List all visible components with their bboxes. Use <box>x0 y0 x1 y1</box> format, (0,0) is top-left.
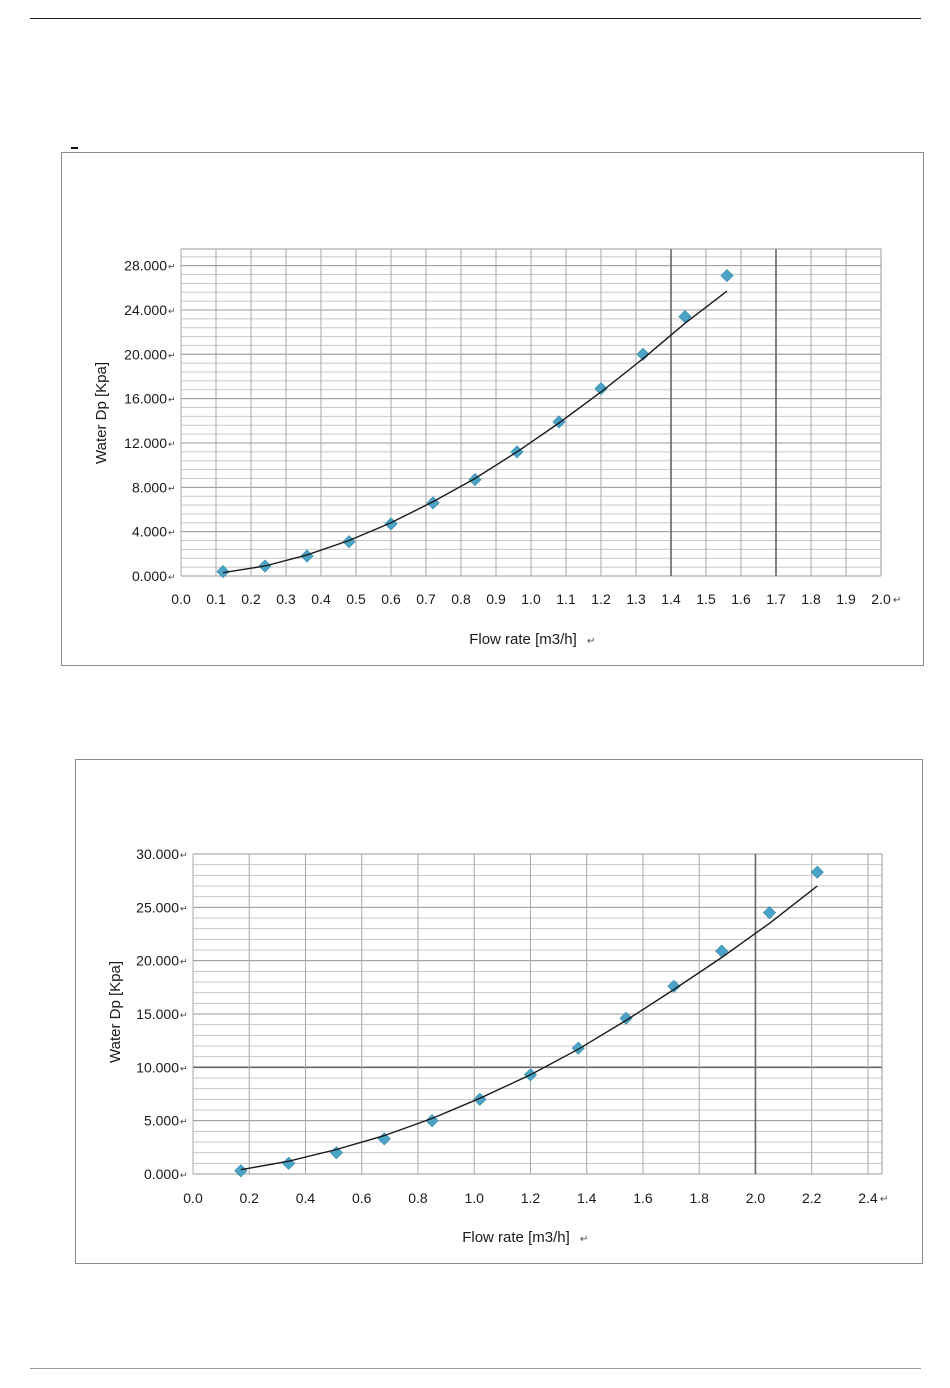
chart-2-data-point <box>764 907 776 919</box>
chart-2-x-tick-label: 1.2 <box>520 1190 541 1206</box>
chart-1-y-tick-mark: ↵ <box>168 305 176 316</box>
chart-1-x-tick-label: 2.0 <box>871 591 891 607</box>
chart-1-x-tick-label: 0.2 <box>241 591 261 607</box>
chart-1-x-tick-label: 1.9 <box>836 591 856 607</box>
chart-1-x-tick-label: 1.2 <box>591 591 611 607</box>
page-top-rule <box>30 18 921 19</box>
chart-1-y-tick-mark: ↵ <box>168 350 176 361</box>
chart-1-y-tick-label: 20.000 <box>124 346 167 363</box>
chart-1-x-axis-title: Flow rate [m3/h] <box>469 631 577 648</box>
chart-2-x-tick-label: 0.0 <box>183 1190 203 1206</box>
chart-1-y-tick-label: 28.000 <box>124 257 167 274</box>
chart-1-y-tick-label: 4.000 <box>131 523 167 540</box>
chart-2-y-tick-label: 30.000 <box>136 846 179 862</box>
chart-2-y-tick-mark: ↵ <box>180 903 188 914</box>
chart-1-x-tick-label: 1.0 <box>521 591 541 607</box>
chart-1-y-tick-mark: ↵ <box>168 394 176 405</box>
chart-1-fit-curve <box>223 291 727 573</box>
chart-2-x-tick-label: 1.6 <box>633 1190 653 1206</box>
chart-2-x-tick-label: 1.8 <box>689 1190 709 1206</box>
chart-2-x-axis-title-mark: ↵ <box>580 1234 589 1245</box>
chart-2-y-tick-mark: ↵ <box>180 1116 188 1127</box>
chart-1-x-tick-label: 1.1 <box>556 591 576 607</box>
chart-2-y-tick-label: 10.000 <box>136 1059 179 1076</box>
chart-2-x-tick-label: 0.2 <box>239 1190 259 1206</box>
chart-2-data-point <box>572 1042 584 1054</box>
chart-1-x-tick-label: 0.5 <box>346 591 366 607</box>
chart-1-y-tick-label: 0.000 <box>131 568 167 584</box>
chart-1-y-tick-label: 12.000 <box>124 434 167 451</box>
chart-2-x-axis-title: Flow rate [m3/h] <box>462 1229 570 1246</box>
chart-1-y-tick-mark: ↵ <box>168 261 176 272</box>
chart-1-y-axis-title: Water Dp [Kpa] <box>93 362 110 464</box>
chart-2-x-tick-label: 1.4 <box>576 1190 597 1206</box>
chart-2-x-tick-label: 1.0 <box>464 1190 484 1206</box>
chart-2-y-tick-mark: ↵ <box>180 1170 188 1180</box>
chart-1-x-tick-label: 1.6 <box>731 591 751 607</box>
chart-2-y-tick-mark: ↵ <box>180 1063 188 1074</box>
chart-2-svg <box>76 760 922 1263</box>
chart-1-x-tick-label: 0.3 <box>276 591 296 607</box>
chart-2-gridlines <box>193 854 882 1174</box>
page-bottom-rule <box>30 1368 921 1369</box>
chart-1-x-tick-label: 0.7 <box>416 591 436 607</box>
chart-1-y-tick-mark: ↵ <box>168 527 176 538</box>
chart-1-x-tick-label: 0.8 <box>451 591 471 607</box>
chart-2-data-point <box>235 1165 247 1177</box>
chart-1-x-tick-label: 0.0 <box>171 591 191 607</box>
chart-1-frame <box>61 152 924 666</box>
chart-1-x-tick-label: 1.7 <box>766 591 786 607</box>
chart-1-y-tick-mark: ↵ <box>168 572 176 582</box>
chart-1-y-tick-mark: ↵ <box>168 438 176 449</box>
chart-1-x-tick-label: 1.3 <box>626 591 646 607</box>
chart-2-y-tick-label: 20.000 <box>136 952 179 969</box>
chart-1-y-tick-label: 16.000 <box>124 390 167 407</box>
chart-1-svg <box>62 153 923 665</box>
chart-2-y-tick-label: 0.000 <box>143 1166 179 1182</box>
chart-2-y-tick-mark: ↵ <box>180 1010 188 1020</box>
chart-1-y-tick-label: 8.000 <box>131 479 167 496</box>
chart-1-y-tick-label: 24.000 <box>124 301 167 318</box>
chart-1-x-axis-title-mark: ↵ <box>587 636 596 647</box>
chart-1-gridlines <box>181 249 881 576</box>
chart-1-y-tick-mark: ↵ <box>168 483 176 494</box>
chart-2-x-tick-label: 0.8 <box>408 1190 428 1206</box>
chart-2-x-tick-label: 0.6 <box>352 1190 372 1206</box>
chart-1-x-tick-label: 1.8 <box>801 591 821 607</box>
chart-2-data-point <box>811 866 823 878</box>
chart-2-y-axis-title: Water Dp [Kpa] <box>107 961 124 1063</box>
chart-2-y-tick-label: 5.000 <box>143 1112 179 1129</box>
chart-2-frame <box>75 759 923 1264</box>
chart-1-x-tick-label: 1.4 <box>661 591 681 607</box>
chart-1-x-tick-label: 0.1 <box>206 591 226 607</box>
chart-2-x-tick-end-mark: ↵ <box>879 1194 889 1205</box>
chart-2-data-point <box>283 1157 295 1169</box>
chart-1-x-tick-label: 0.4 <box>311 591 331 607</box>
chart-2-y-tick-mark: ↵ <box>180 956 188 967</box>
page-dash-mark <box>71 147 78 149</box>
chart-1-x-tick-end-mark: ↵ <box>893 595 902 606</box>
chart-2-y-tick-label: 25.000 <box>136 899 179 916</box>
chart-2-x-tick-label: 2.2 <box>801 1190 822 1206</box>
chart-1-x-tick-label: 0.6 <box>381 591 401 607</box>
chart-2-y-tick-label: 15.000 <box>136 1006 179 1022</box>
chart-1-x-tick-label: 0.9 <box>486 591 506 607</box>
chart-1-data-point <box>721 270 733 282</box>
chart-1-x-tick-label: 1.5 <box>696 591 716 607</box>
chart-2-x-tick-label: 0.4 <box>295 1190 316 1206</box>
chart-2-x-tick-label: 2.0 <box>745 1190 766 1206</box>
chart-2-y-tick-mark: ↵ <box>180 850 188 860</box>
chart-2-x-tick-label: 2.4 <box>858 1190 878 1206</box>
